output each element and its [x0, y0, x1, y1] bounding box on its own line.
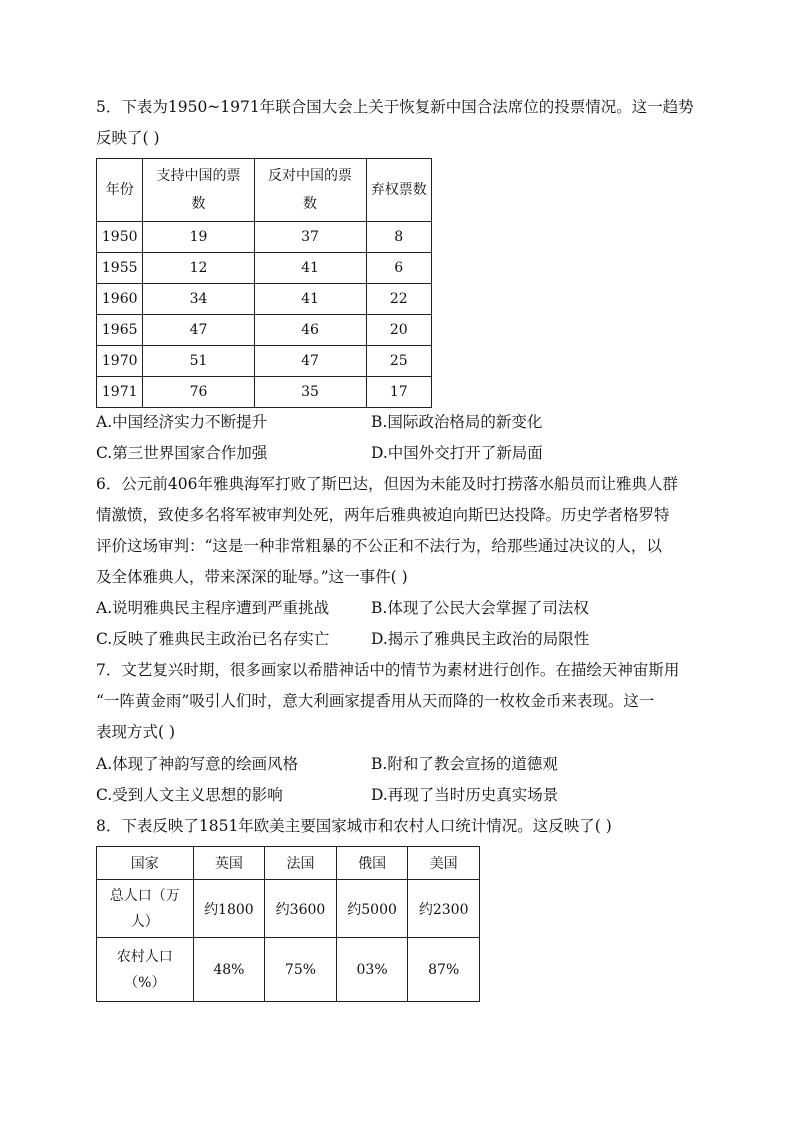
q7-option-d[interactable]: D.再现了当时历史真实场景	[371, 786, 559, 804]
q6-stem-line-3: 评价这场审判：“这是一种非常粗暴的不公正和不法行为，给那些通过决议的人，以	[96, 537, 662, 555]
q5-option-d[interactable]: D.中国外交打开了新局面	[371, 444, 543, 462]
cell-oppose: 35	[254, 377, 366, 408]
q7-stem-line-2: “一阵黄金雨”吸引人们时，意大利画家提香用从天而降的一枚枚金币来表现。这一	[96, 692, 655, 710]
cell-france: 约3600	[265, 880, 337, 938]
cell-abstain: 20	[366, 315, 432, 346]
cell-abstain: 8	[366, 222, 432, 253]
q7-option-b[interactable]: B.附和了教会宣扬的道德观	[371, 755, 558, 773]
header-support: 支持中国的票数	[143, 159, 254, 222]
cell-abstain: 17	[366, 377, 432, 408]
q6-option-b[interactable]: B.体现了公民大会掌握了司法权	[371, 599, 589, 617]
header-oppose: 反对中国的票数	[254, 159, 366, 222]
cell-year: 1970	[97, 346, 143, 377]
q6-option-d[interactable]: D.揭示了雅典民主政治的局限性	[371, 630, 590, 648]
q5-option-b[interactable]: B.国际政治格局的新变化	[371, 413, 543, 431]
cell-year: 1955	[97, 253, 143, 284]
cell-uk: 48%	[193, 938, 265, 1002]
q5-stem-line-2: 反映了( )	[96, 129, 160, 147]
table-row	[97, 253, 432, 284]
cell-oppose: 46	[254, 315, 366, 346]
q8-population-table	[96, 846, 480, 1002]
header-year: 年份	[97, 159, 143, 222]
cell-support: 12	[143, 253, 254, 284]
q5-stem-line-1: 5．下表为1950~1971年联合国大会上关于恢复新中国合法席位的投票情况。这一趋势	[96, 98, 694, 116]
q6-stem-line-4: 及全体雅典人，带来深深的耻辱。”这一事件( )	[96, 568, 408, 586]
cell-russia: 约5000	[336, 880, 408, 938]
cell-uk: 约1800	[193, 880, 265, 938]
cell-oppose: 41	[254, 284, 366, 315]
cell-support: 19	[143, 222, 254, 253]
q6-option-a[interactable]: A.说明雅典民主程序遭到严重挑战	[96, 599, 330, 617]
table-row	[97, 315, 432, 346]
cell-france: 75%	[265, 938, 337, 1002]
cell-russia: 03%	[336, 938, 408, 1002]
header-abstain: 弃权票数	[366, 159, 432, 222]
cell-year: 1971	[97, 377, 143, 408]
q6-option-c[interactable]: C.反映了雅典民主政治已名存实亡	[96, 630, 330, 648]
table-row	[97, 938, 480, 1002]
q7-stem-line-3: 表现方式( )	[96, 723, 176, 741]
header-russia: 俄国	[336, 847, 408, 880]
q7-option-c[interactable]: C.受到人文主义思想的影响	[96, 786, 283, 804]
table-row	[97, 346, 432, 377]
q5-option-c[interactable]: C.第三世界国家合作加强	[96, 444, 268, 462]
cell-usa: 约2300	[408, 880, 480, 938]
q8-stem-line-1: 8．下表反映了1851年欧美主要国家城市和农村人口统计情况。这反映了( )	[96, 817, 612, 835]
table-row	[97, 284, 432, 315]
table-row	[97, 222, 432, 253]
q6-stem-line-1: 6．公元前406年雅典海军打败了斯巴达，但因为未能及时打捞落水船员而让雅典人群	[96, 475, 678, 493]
q6-stem-line-2: 情激愤，致使多名将军被审判处死，两年后雅典被迫向斯巴达投降。历史学者格罗特	[96, 506, 670, 524]
q7-option-a[interactable]: A.体现了神韵写意的绘画风格	[96, 755, 299, 773]
header-france: 法国	[265, 847, 337, 880]
cell-oppose: 37	[254, 222, 366, 253]
q5-vote-table	[96, 158, 432, 408]
row-label-total-population: 总人口（万人）	[97, 880, 194, 938]
cell-oppose: 47	[254, 346, 366, 377]
table-row	[97, 377, 432, 408]
cell-support: 47	[143, 315, 254, 346]
cell-abstain: 25	[366, 346, 432, 377]
cell-year: 1965	[97, 315, 143, 346]
cell-year: 1950	[97, 222, 143, 253]
cell-year: 1960	[97, 284, 143, 315]
cell-abstain: 6	[366, 253, 432, 284]
cell-support: 76	[143, 377, 254, 408]
cell-usa: 87%	[408, 938, 480, 1002]
table-row	[97, 880, 480, 938]
header-country: 国家	[97, 847, 194, 880]
cell-oppose: 41	[254, 253, 366, 284]
header-uk: 英国	[193, 847, 265, 880]
cell-support: 51	[143, 346, 254, 377]
q7-stem-line-1: 7．文艺复兴时期，很多画家以希腊神话中的情节为素材进行创作。在描绘天神宙斯用	[96, 661, 680, 679]
cell-abstain: 22	[366, 284, 432, 315]
header-usa: 美国	[408, 847, 480, 880]
row-label-rural-population: 农村人口（%）	[97, 938, 194, 1002]
cell-support: 34	[143, 284, 254, 315]
q5-option-a[interactable]: A.中国经济实力不断提升	[96, 413, 268, 431]
